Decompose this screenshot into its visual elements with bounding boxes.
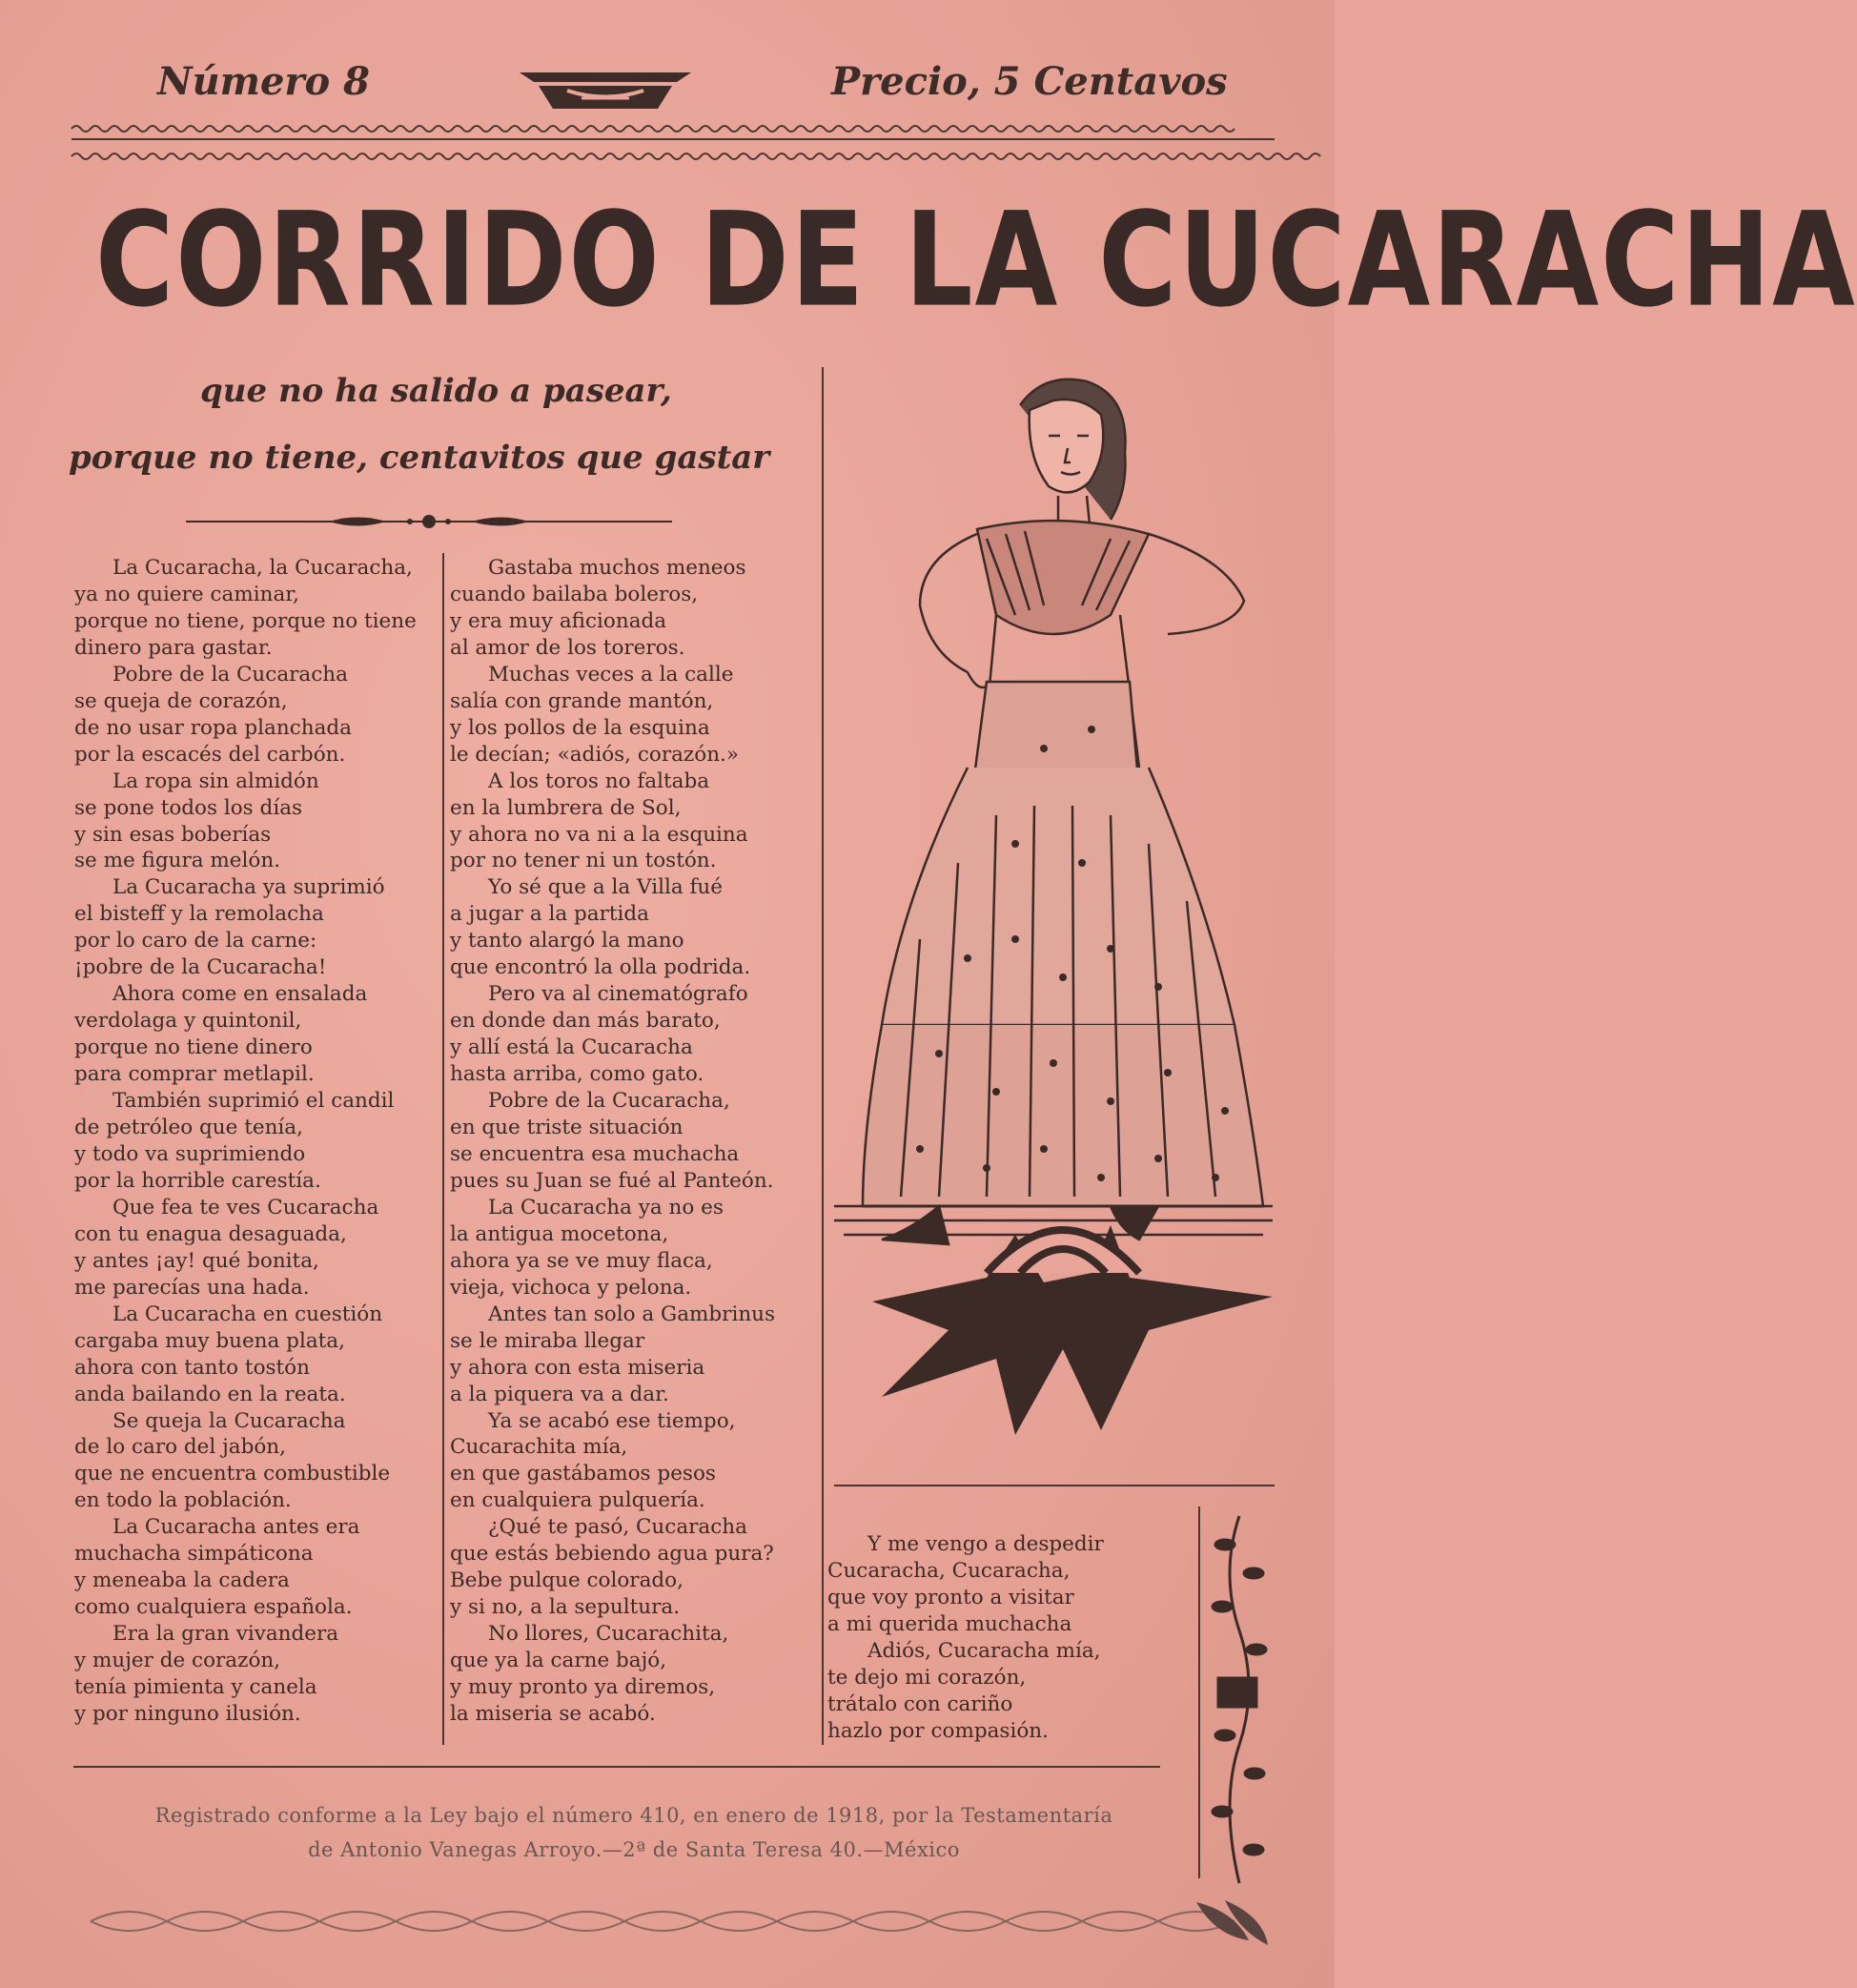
verse-col1-line: se queja de corazón, — [74, 688, 288, 713]
verse-col1-line: ya no quiere caminar, — [74, 582, 300, 606]
farewell-line: hazlo por compasión. — [827, 1718, 1049, 1743]
verse-col1-line: y por ninguno ilusión. — [74, 1701, 301, 1726]
verse-col1-line: La Cucaracha, la Cucaracha, — [112, 556, 413, 580]
farewell-line: te dejo mi corazón, — [827, 1665, 1027, 1690]
verse-col2-line: la antigua mocetona, — [450, 1221, 669, 1246]
verse-col1-line: Pobre de la Cucaracha — [112, 662, 348, 687]
header-rule — [71, 138, 1275, 140]
verse-col2-line: ahora ya se ve muy flaca, — [450, 1248, 713, 1273]
verse-col2-line: y si no, a la sepultura. — [450, 1595, 681, 1620]
verse-col1-line: Que fea te ves Cucaracha — [112, 1195, 379, 1219]
verse-col2-line: se le miraba llegar — [450, 1328, 645, 1353]
verse-col2-line: que ya la carne bajó, — [450, 1649, 667, 1673]
verse-col2-line: en donde dan más barato, — [450, 1009, 721, 1034]
verse-col1-line: me parecías una hada. — [74, 1275, 310, 1300]
floral-vine-icon — [1201, 1516, 1275, 1883]
verse-col1-line: de lo caro del jabón, — [74, 1435, 286, 1460]
verse-col2-line: se encuentra esa muchacha — [450, 1141, 740, 1166]
verse-col1-line: La Cucaracha antes era — [112, 1515, 360, 1540]
registration-line-2: de Antonio Vanegas Arroyo.—2ª de Santa Teresa 40.—México — [308, 1838, 960, 1861]
verse-col2-line: le decían; «adiós, corazón.» — [450, 742, 740, 767]
registration-line-1: Registrado conforme a la Ley bajo el número 410, en enero de 1918, por la Testamentaría — [154, 1804, 1113, 1827]
verse-col1-line: y sin esas boberías — [74, 822, 272, 847]
verse-col2-line: Yo sé que a la Villa fué — [488, 875, 724, 900]
verse-col1-line: La ropa sin almidón — [112, 769, 319, 793]
farewell-verse — [827, 1531, 1204, 1745]
verse-col2-line: vieja, vichoca y pelona. — [450, 1275, 692, 1300]
verse-column-1 — [74, 555, 441, 1728]
verse-col1-line: por la escacés del carbón. — [74, 742, 346, 767]
subtitle-line-1: que no ha salido a pasear, — [200, 372, 672, 410]
verse-col2-line: y tanto alargó la mano — [450, 929, 684, 953]
farewell-line: a mi querida muchacha — [827, 1611, 1072, 1636]
illustration-rule — [834, 1485, 1275, 1486]
verse-col2-line: Antes tan solo a Gambrinus — [488, 1301, 776, 1326]
farewell-line: trátalo con cariño — [827, 1691, 1013, 1716]
verse-col1-line: se pone todos los días — [74, 795, 303, 820]
verse-col1-line: de no usar ropa planchada — [74, 715, 352, 740]
verse-col1-line: cargaba muy buena plata, — [74, 1328, 345, 1353]
verse-col2-line: a la piquera va a dar. — [450, 1382, 669, 1406]
farewell-line: que voy pronto a visitar — [827, 1585, 1074, 1609]
verse-col2-line: y era muy aficionada — [450, 608, 667, 633]
verse-col1-line: muchacha simpáticona — [74, 1542, 314, 1567]
verse-col2-line: la miseria se acabó. — [450, 1701, 656, 1726]
verse-col2-line: Muchas veces a la calle — [488, 662, 734, 687]
footer-rule — [73, 1766, 1160, 1768]
column-divider-1 — [442, 553, 444, 1745]
verse-col1-line: tenía pimienta y canela — [74, 1675, 317, 1700]
verse-col1-line: verdolaga y quintonil, — [74, 1009, 302, 1034]
verse-col1-line: por lo caro de la carne: — [74, 929, 317, 953]
verse-col1-line: con tu enagua desaguada, — [74, 1221, 347, 1246]
verse-col2-line: en cualquiera pulquería. — [450, 1488, 705, 1513]
verse-col2-line: que encontró la olla podrida. — [450, 955, 751, 980]
subtitle-line-2: porque no tiene, centavitos que gastar — [69, 439, 770, 477]
verse-col2-line: hasta arriba, como gato. — [450, 1062, 704, 1087]
verse-col2-line: Pero va al cinematógrafo — [488, 982, 748, 1007]
verse-col1-line: La Cucaracha en cuestión — [112, 1301, 383, 1326]
page-title: CORRIDO DE LA CUCARACHA — [95, 185, 1857, 337]
verse-col1-line: ahora con tanto tostón — [74, 1355, 310, 1380]
woman-illustration — [825, 367, 1282, 1454]
verse-col2-line: al amor de los toreros. — [450, 635, 685, 660]
verse-col1-line: anda bailando en la reata. — [74, 1382, 346, 1406]
verse-col2-line: cuando bailaba boleros, — [450, 582, 699, 606]
verse-col2-line: y los pollos de la esquina — [450, 715, 710, 740]
verse-col2-line: Cucarachita mía, — [450, 1435, 628, 1460]
verse-col2-line: Bebe pulque colorado, — [450, 1568, 684, 1593]
verse-col1-line: que ne encuentra combustible — [74, 1462, 391, 1486]
verse-col2-line: A los toros no faltaba — [488, 769, 710, 793]
verse-col1-line: y todo va suprimiendo — [74, 1141, 306, 1166]
verse-col1-line: para comprar metlapil. — [74, 1062, 315, 1087]
verse-col2-line: Pobre de la Cucaracha, — [488, 1089, 730, 1114]
bottom-floral-border-icon — [91, 1893, 1273, 1950]
verse-col1-line: porque no tiene, porque no tiene — [74, 608, 417, 633]
verse-col2-line: Ya se acabó ese tiempo, — [488, 1408, 736, 1433]
verse-col1-line: por la horrible carestía. — [74, 1168, 321, 1193]
verse-col2-line: y ahora no va ni a la esquina — [450, 822, 748, 847]
verse-col1-line: se me figura melón. — [74, 849, 281, 873]
verse-col2-line: pues su Juan se fué al Panteón. — [450, 1168, 774, 1193]
header-ornament-icon — [515, 65, 696, 118]
price: Precio, 5 Centavos — [831, 59, 1228, 104]
issue-number: Número 8 — [157, 59, 370, 104]
verse-col2-line: salía con grande mantón, — [450, 688, 714, 713]
verse-col1-line: dinero para gastar. — [74, 635, 273, 660]
verse-col1-line: También suprimió el candil — [112, 1089, 395, 1114]
farewell-line: Cucaracha, Cucaracha, — [827, 1558, 1071, 1583]
verse-col2-line: La Cucaracha ya no es — [488, 1195, 724, 1219]
farewell-line: Adiós, Cucaracha mía, — [867, 1638, 1101, 1663]
verse-col2-line: en la lumbrera de Sol, — [450, 795, 682, 820]
verse-col1-line: como cualquiera española. — [74, 1595, 353, 1620]
verse-col2-line: por no tener ni un tostón. — [450, 849, 717, 873]
registration-notice — [91, 1798, 1177, 1867]
divider-ornament-icon — [186, 509, 672, 534]
verse-col1-line: porque no tiene dinero — [74, 1035, 313, 1060]
verse-col1-line: y antes ¡ay! qué bonita, — [74, 1248, 319, 1273]
verse-col1-line: Se queja la Cucaracha — [112, 1408, 346, 1433]
verse-col1-line: el bisteff y la remolacha — [74, 902, 324, 927]
wavy-rule-top — [71, 122, 1275, 135]
verse-col1-line: Ahora come en ensalada — [112, 982, 368, 1007]
verse-col2-line: en que triste situación — [450, 1116, 684, 1140]
verse-col2-line: y allí está la Cucaracha — [450, 1035, 693, 1060]
verse-column-2 — [450, 555, 824, 1728]
verse-col2-line: y ahora con esta miseria — [450, 1355, 705, 1380]
verse-col2-line: y muy pronto ya diremos, — [450, 1675, 716, 1700]
verse-col1-line: La Cucaracha ya suprimió — [112, 875, 385, 900]
verse-col2-line: No llores, Cucarachita, — [488, 1622, 729, 1647]
verse-col1-line: Era la gran vivandera — [112, 1622, 339, 1647]
verse-col1-line: ¡pobre de la Cucaracha! — [74, 955, 327, 980]
verse-col2-line: a jugar a la partida — [450, 902, 649, 927]
verse-col2-line: en que gastábamos pesos — [450, 1462, 716, 1486]
verse-col1-line: de petróleo que tenía, — [74, 1116, 303, 1140]
verse-col2-line: ¿Qué te pasó, Cucaracha — [488, 1515, 747, 1540]
wavy-rule-bottom — [71, 150, 1275, 163]
farewell-line: Y me vengo a despedir — [867, 1532, 1104, 1556]
verse-col1-line: en todo la población. — [74, 1488, 292, 1513]
verse-col2-line: que estás bebiendo agua pura? — [450, 1542, 774, 1567]
verse-col2-line: Gastaba muchos meneos — [488, 556, 746, 580]
verse-col1-line: y mujer de corazón, — [74, 1649, 281, 1673]
verse-col1-line: y meneaba la cadera — [74, 1568, 290, 1593]
